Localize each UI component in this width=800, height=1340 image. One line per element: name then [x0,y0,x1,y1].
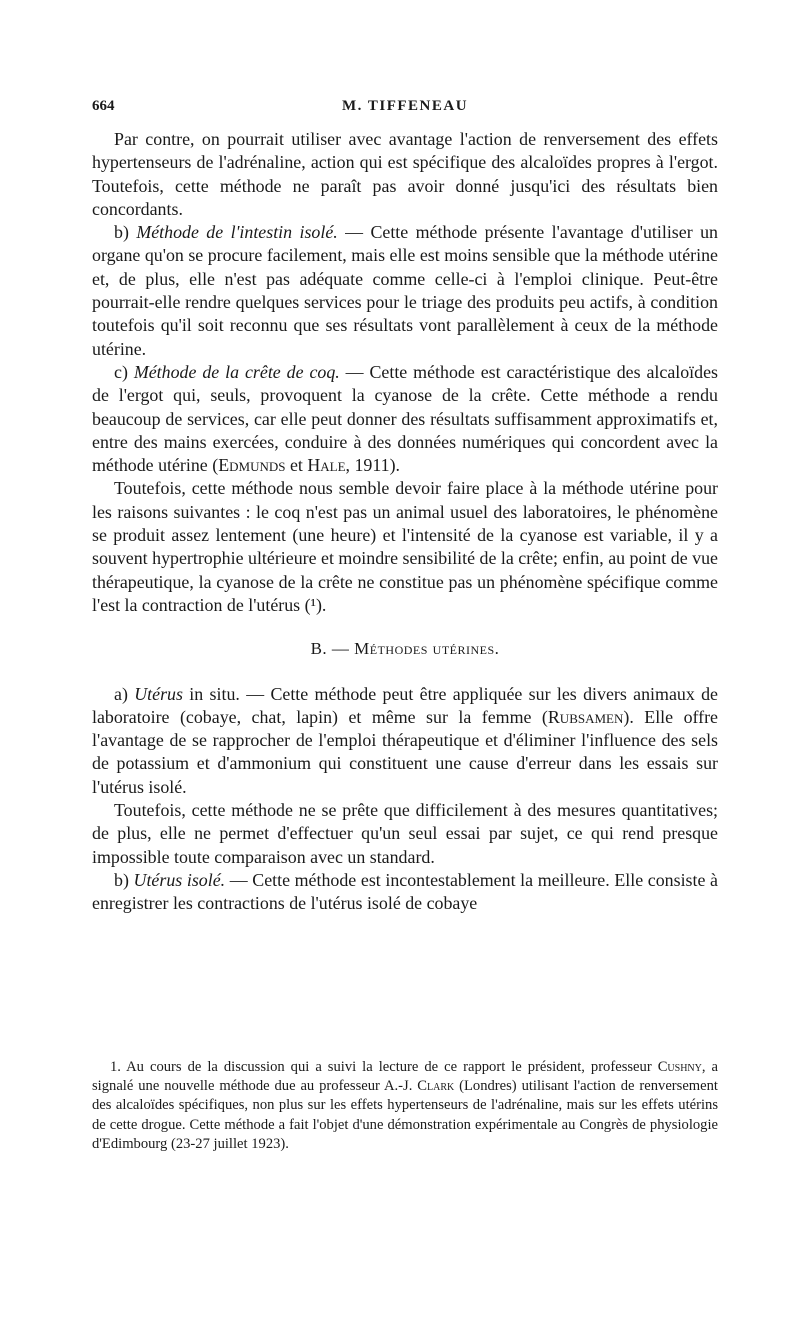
footnote-1: 1. Au cours de la discussion qui a suivi la lecture de ce rapport le président, professeur Cushny, a signalé une nouvelle méthode due au professeur A.-J. Clark (Londres) utilisant l'action de renversement des alcaloïdes spécifiques, non plus sur les effets hypertenseurs de l'adrénaline, mais sur les effets utérins de cette drogue. Cette méthode a fait l'objet d'une démonstration expérimentale au Congrès de physiologie d'Edimbourg (23-27 juillet 1923). [92,1059,718,1152]
citation-cushny: Cushny [657,1059,702,1075]
paragraph-2: b) Méthode de l'intestin isolé. — Cette méthode présente l'avantage d'utiliser un organe qu'on se procure facilement, mais elle est moins sensible que la méthode utérine et, de plus, elle n'est pas adéquate comme celle-ci à l'emploi clinique. Peut-être pourrait-elle rendre quelques services pour le triage des produits peu actifs, à condition toutefois qu'il soit reconnu que ses résultats vont parallèlement à ceux de la méthode utérine. [92,222,718,359]
citation-rubsamen: Rubsamen [547,706,624,727]
body-text [92,128,718,916]
citation-edmunds: Edmunds [218,455,286,476]
paragraph-5: a) Utérus in situ. — Cette méthode peut être appliquée sur les divers animaux de laboratoire (cobaye, chat, lapin) et même sur la femme (Rubsamen). Elle offre l'avantage de se rapprocher de l'emploi thérapeutique et d'éliminer l'influence des sels de potassium et d'ammonium qui constituent une cause d'erreur dans les essais sur l'utérus isolé. [92,683,718,797]
page-header [92,98,718,122]
paragraph-3: c) Méthode de la crête de coq. — Cette méthode est caractéristique des alcaloïdes de l'ergot qui, seuls, provoquent la cyanose de la crête. Cette méthode a rendu beaucoup de services, car elle peut donner des résultats suffisamment approximatifs et, entre des mains exercées, conduire à des données numériques qui concordent avec la méthode utérine (Edmunds et Hale, 1911). [92,361,718,476]
paragraph-6: Toutefois, cette méthode ne se prête que difficilement à des mesures quantitatives; de plus, elle ne permet d'effectuer qu'un seul essai par sujet, ce qui rend presque impossible toute comparaison avec un standard. [92,800,718,867]
page-number: 664 [92,98,115,114]
paragraph-4: Toutefois, cette méthode nous semble devoir faire place à la méthode utérine pour les raisons suivantes : le coq n'est pas un animal usuel des laboratoires, le phénomène se produit assez lentement (une heure) et l'intensité de la cyanose est variable, il y a souvent hypertrophie ultérieure et moindre sensibilité de la crête; enfin, au point de vue thérapeutique, la cyanose de la crête ne constitue pas un phénomène spécifique comme l'est la contraction de l'utérus (¹). [92,478,718,615]
method-title-intestin: Méthode de l'intestin isolé. [136,222,338,243]
section-heading: B. — Méthodes utérines. [310,639,500,659]
paragraph-1: Par contre, on pourrait utiliser avec avantage l'action de renversement des effets hypertenseurs de l'adrénaline, action qui est spécifique des alcaloïdes propres à l'ergot. Toutefois, cette méthode ne paraît pas avoir donné jusqu'ici des résultats bien concordants. [92,129,718,219]
method-title-crete: Méthode de la crête de coq. [133,361,340,382]
citation-hale: Hale [307,455,346,476]
running-head: M. TIFFENEAU [341,98,469,114]
method-title-uterus-isole: Utérus isolé. [133,869,226,890]
citation-clark: Clark [417,1078,455,1095]
paragraph-7: b) Utérus isolé. — Cette méthode est incontestablement la meilleure. Elle consiste à enregistrer les contractions de l'utérus isolé de cobaye [92,869,718,914]
footnotes [92,1058,718,1154]
method-title-uterus: Utérus [134,683,183,704]
